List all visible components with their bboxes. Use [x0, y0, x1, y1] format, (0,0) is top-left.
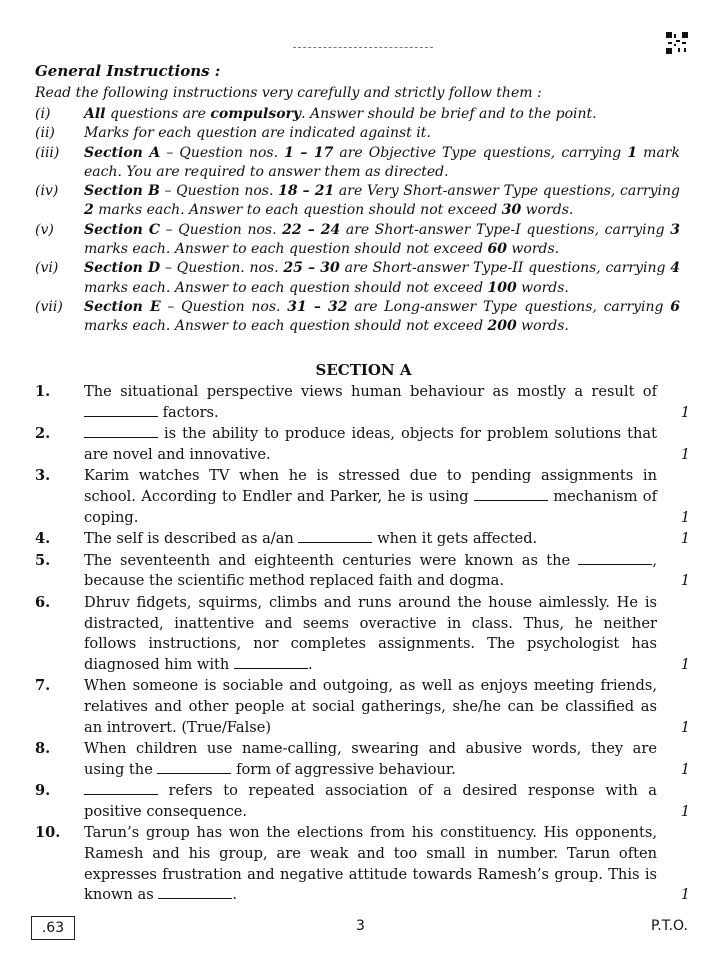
question-marks: 1 [680, 530, 690, 548]
question-marks: 1 [680, 572, 690, 590]
question-number: 2. [35, 425, 51, 443]
text-run: words. [521, 202, 574, 219]
text-run: words. [516, 318, 569, 335]
text-run: mechanism of coping. [84, 487, 657, 526]
text-run: marks each. Answer to each question should not exceed [84, 279, 488, 296]
bold-text: All [84, 106, 106, 122]
instruction-number: (i) [35, 106, 51, 122]
answer-blank [84, 793, 158, 795]
bold-text: Section D [84, 260, 161, 277]
question-number: 5. [35, 551, 51, 569]
qr-code-icon [666, 32, 688, 54]
bold-text: 1 [627, 144, 638, 161]
question-number: 3. [35, 467, 51, 485]
text-run: – Question nos. [159, 183, 279, 200]
instruction-item [35, 105, 680, 124]
text-run: words. [506, 241, 560, 258]
text-run: is the ability to produce ideas, objects for problem solutions that are novel and innovative. [84, 425, 657, 463]
text-run: The self is described as a/an [84, 530, 299, 548]
question-marks: 1 [680, 718, 690, 736]
text-run: The seventeenth and eighteenth centuries were known as the [84, 551, 579, 569]
question-marks: 1 [680, 445, 690, 463]
bold-text: Section C [84, 221, 161, 238]
question-text [84, 424, 690, 465]
question-text [84, 529, 690, 550]
answer-blank [578, 563, 652, 565]
instruction-text [84, 124, 680, 143]
text-run: – Question. nos. [160, 260, 284, 277]
question-list [35, 382, 690, 907]
text-run: are Long-answer Type questions, carrying [347, 298, 671, 315]
text-run: form of aggressive behaviour. [231, 760, 456, 778]
instructions-list [35, 105, 680, 337]
instruction-number: (v) [35, 221, 54, 238]
instruction-text [84, 221, 680, 260]
answer-blank [157, 772, 231, 774]
text-run: When children use name-calling, swearing and abusive words, they are using the [84, 740, 657, 778]
general-instructions-title: General Instructions : [35, 62, 221, 80]
question-item [35, 593, 690, 675]
question-item [35, 424, 690, 465]
bold-text: compulsory [210, 106, 302, 122]
instruction-number: (iv) [35, 183, 59, 200]
instruction-text [84, 259, 680, 298]
text-run: are Objective Type questions, carrying [333, 144, 628, 161]
question-number: 8. [35, 740, 51, 758]
question-number: 1. [35, 383, 51, 400]
bold-text: 22 – 24 [282, 221, 341, 238]
question-marks: 1 [680, 802, 690, 820]
text-run: When someone is sociable and outgoing, as well as enjoys meeting friends, relatives and other people at social gatherings, she/he can be classified as an introvert. (True/False) [84, 677, 657, 736]
bold-text: 100 [487, 279, 517, 296]
instruction-text [84, 144, 680, 183]
instruction-item [35, 259, 680, 298]
question-item [35, 529, 690, 550]
answer-blank [84, 415, 158, 417]
text-run: words. [516, 279, 569, 296]
instruction-number: (vii) [35, 298, 63, 315]
text-run: . Answer should be brief and to the point. [301, 106, 597, 122]
text-run: The situational perspective views human behaviour as mostly a result of [84, 383, 657, 400]
bold-text: 30 [501, 202, 522, 219]
instruction-number: (vi) [35, 260, 59, 277]
text-run: , because the scientific method replaced faith and dogma. [84, 551, 657, 590]
instruction-item [35, 124, 680, 143]
answer-blank [84, 436, 158, 438]
text-run: – Question nos. [160, 144, 285, 161]
question-item [35, 466, 690, 528]
text-run: mark each. You are required to answer them as directed. [84, 144, 680, 180]
bold-text: 6 [670, 298, 680, 315]
general-instructions-intro: Read the following instructions very carefully and strictly follow them : [35, 85, 542, 101]
text-run: . [232, 886, 238, 904]
bold-text: 2 [84, 202, 94, 219]
instruction-item [35, 182, 680, 221]
question-marks: 1 [680, 403, 690, 421]
bold-text: 60 [487, 241, 507, 258]
question-marks: 1 [680, 655, 690, 673]
question-number: 4. [35, 530, 51, 548]
paper-code: .63 [31, 916, 75, 940]
instruction-text [84, 298, 680, 337]
answer-blank [298, 541, 372, 543]
bold-text: 4 [670, 260, 681, 277]
question-item [35, 551, 690, 592]
question-text [84, 823, 690, 905]
bold-text: 200 [487, 318, 517, 335]
question-marks: 1 [680, 508, 690, 526]
question-text [84, 676, 690, 738]
text-run: – Question nos. [160, 221, 283, 238]
text-run: marks each. Answer to each question should not exceed [84, 241, 488, 258]
bold-text: Section A [84, 144, 161, 161]
answer-blank [234, 667, 308, 669]
text-run: Karim watches TV when he is stressed due to pending assignments in school. According to Endler and Parker, he is using [84, 467, 657, 505]
text-run: factors. [158, 403, 219, 421]
bold-text: 31 – 32 [287, 298, 348, 315]
bold-text: Section B [84, 183, 160, 200]
question-item [35, 739, 690, 780]
text-run: Tarun’s group has won the elections from his constituency. His opponents, Ramesh and his group, are weak and too small in number. Tarun often expresses frustration and negative attitude towards Ramesh’s group. This is known as [84, 824, 657, 904]
instruction-item [35, 221, 680, 260]
text-run: marks each. Answer to each question should not exceed [93, 202, 502, 219]
bold-text: 1 – 17 [284, 144, 334, 161]
instruction-item [35, 298, 680, 337]
instruction-text [84, 105, 680, 124]
bold-text: 25 – 30 [283, 260, 340, 277]
text-run: are Short-answer Type-II questions, carrying [339, 260, 671, 277]
question-item [35, 781, 690, 822]
text-run: refers to repeated association of a desired response with a positive consequence. [84, 782, 657, 820]
question-text [84, 739, 690, 780]
instruction-number: (iii) [35, 144, 60, 161]
question-item [35, 382, 690, 423]
bold-text: Section E [84, 298, 161, 315]
question-number: 10. [35, 824, 61, 842]
question-marks: 1 [680, 886, 690, 904]
question-text [84, 382, 690, 423]
question-text [84, 551, 690, 592]
page-number: 3 [356, 918, 365, 934]
question-number: 9. [35, 782, 51, 800]
text-run: when it gets affected. [372, 530, 538, 548]
question-number: 6. [35, 593, 51, 611]
question-item [35, 823, 690, 905]
text-run: are Short-answer Type-I questions, carrying [340, 221, 671, 238]
text-run: are Very Short-answer Type questions, carrying [334, 183, 680, 200]
text-run: marks each. Answer to each question should not exceed [84, 318, 488, 335]
bold-text: 3 [670, 221, 680, 238]
text-run: Dhruv fidgets, squirms, climbs and runs around the house aimlessly. He is distracted, inattentive and seems overactive in class. Thus, he neither follows instructions, nor completes assignments. The psychologist has diagnosed him with [84, 593, 657, 673]
text-run: . [307, 655, 313, 673]
question-marks: 1 [680, 760, 690, 778]
pto-label: P.T.O. [651, 918, 688, 934]
section-title: SECTION A [315, 361, 412, 379]
instruction-number: (ii) [35, 125, 55, 142]
text-run: – Question nos. [160, 298, 288, 315]
answer-blank [158, 897, 232, 899]
header-rule [293, 47, 433, 48]
text-run: questions are [105, 106, 211, 122]
instruction-text [84, 182, 680, 221]
text-run: Marks for each question are indicated against it. [84, 125, 431, 142]
question-text [84, 593, 690, 675]
bold-text: 18 – 21 [278, 183, 335, 200]
question-text [84, 466, 690, 528]
answer-blank [474, 499, 548, 501]
question-text [84, 781, 690, 822]
instruction-item [35, 144, 680, 183]
question-item [35, 676, 690, 738]
question-number: 7. [35, 677, 51, 695]
